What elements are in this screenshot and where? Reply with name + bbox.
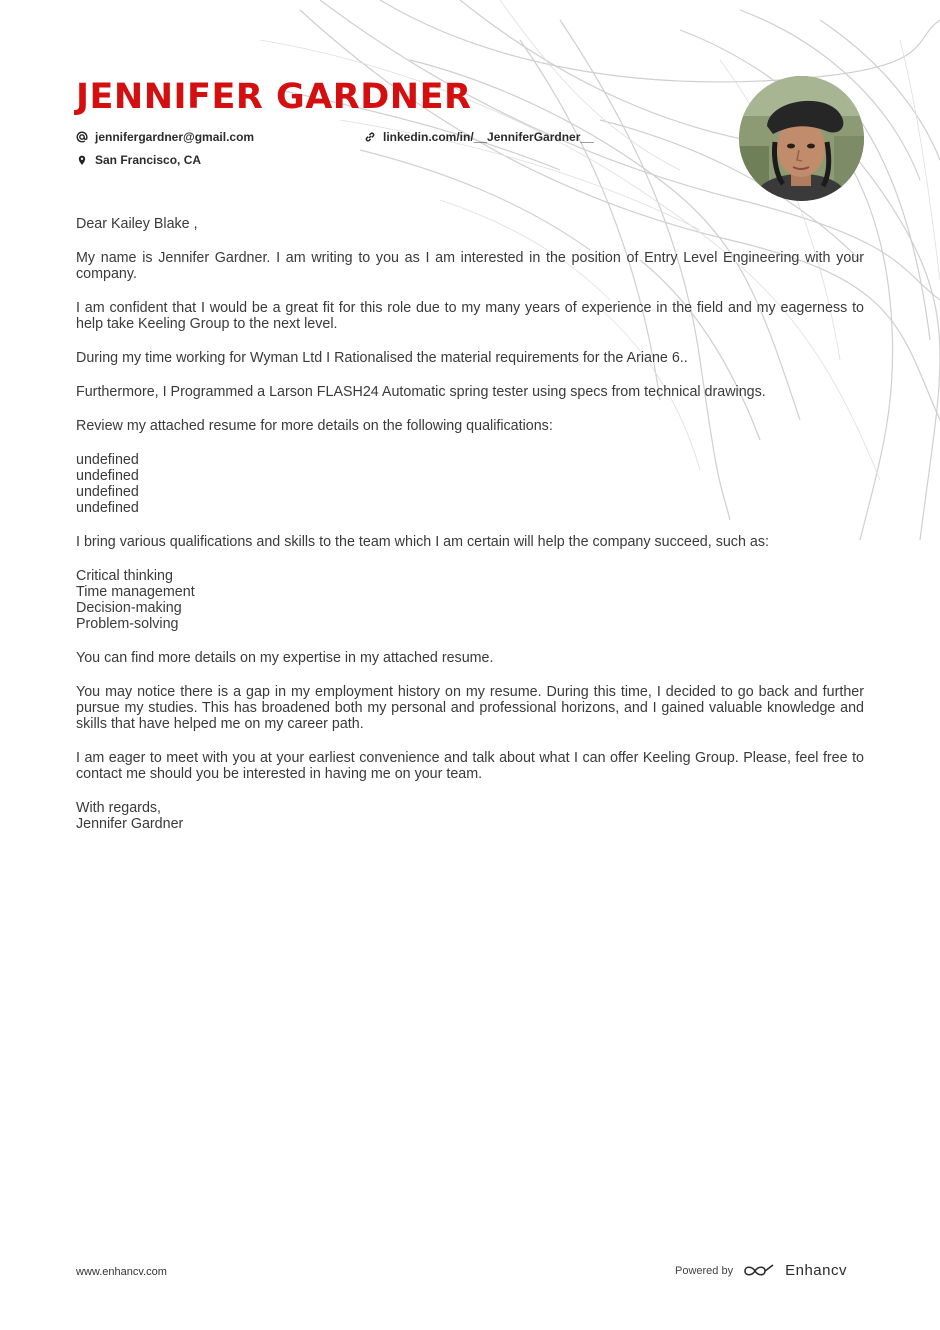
linkedin-contact[interactable] [364,130,594,144]
at-icon [76,131,88,143]
profile-photo [739,76,864,201]
qualifications-list [76,452,864,516]
location-pin-icon [76,154,88,166]
paragraph-expertise: You can find more details on my expertise in my attached resume. [76,650,494,666]
profile-photo-illustration [739,76,864,201]
list-item: Problem-solving [76,616,179,632]
list-item: Critical thinking [76,568,173,584]
list-item: Decision-making [76,600,182,616]
closing-block [76,800,864,832]
link-icon [364,131,376,143]
list-item: undefined [76,452,139,468]
powered-by-text: Powered by [675,1264,734,1277]
paragraph-skills-intro: I bring various qualifications and skills to the team which I am certain will help the company succeed, such as: [76,534,769,550]
email-contact[interactable] [76,130,254,144]
list-item: undefined [76,468,139,484]
paragraph-experience: During my time working for Wyman Ltd I Rationalised the material requirements for the Ariane 6.. [76,350,688,366]
paragraph-achievement: Furthermore, I Programmed a Larson FLASH24 Automatic spring tester using specs from technical drawings. [76,384,766,400]
closing: With regards, [76,800,162,816]
footer-website[interactable]: www.enhancv.com [76,1266,167,1278]
letter-body [76,216,864,832]
candidate-name: JENNIFER GARDNER [76,77,472,117]
brand-name: Enhancv [785,1262,847,1279]
list-item: undefined [76,500,139,516]
salutation: Dear Kailey Blake , [76,216,198,232]
list-item: Time management [76,584,195,600]
email-text[interactable]: jennifergardner@gmail.com [95,130,255,144]
paragraph-intro: My name is Jennifer Gardner. I am writing to you as I am interested in the position of Entry Level Engineering with your company. [76,250,864,282]
list-item: undefined [76,484,139,500]
enhancv-logo-icon [743,1263,775,1279]
signature: Jennifer Gardner [76,816,184,832]
location-text: San Francisco, CA [95,153,202,167]
linkedin-text[interactable]: linkedin.com/in/__JenniferGardner__ [383,130,594,144]
paragraph-gap: You may notice there is a gap in my employment history on my resume. During this time, I decided to go back and further pursue my studies. This has broadened both my personal and professional horizons, and I gained valuable knowledge and skills that have helped me on my career path. [76,684,864,732]
footer-branding[interactable] [675,1262,847,1279]
location-contact [76,153,201,167]
paragraph-closing: I am eager to meet with you at your earliest convenience and talk about what I can offer Keeling Group. Please, feel free to contact me should you be interested in having me on your team. [76,750,864,782]
paragraph-fit: I am confident that I would be a great fit for this role due to my many years of experience in the field and my eagerness to help take Keeling Group to the next level. [76,300,864,332]
paragraph-qualifications-intro: Review my attached resume for more details on the following qualifications: [76,418,553,434]
skills-list [76,568,864,632]
